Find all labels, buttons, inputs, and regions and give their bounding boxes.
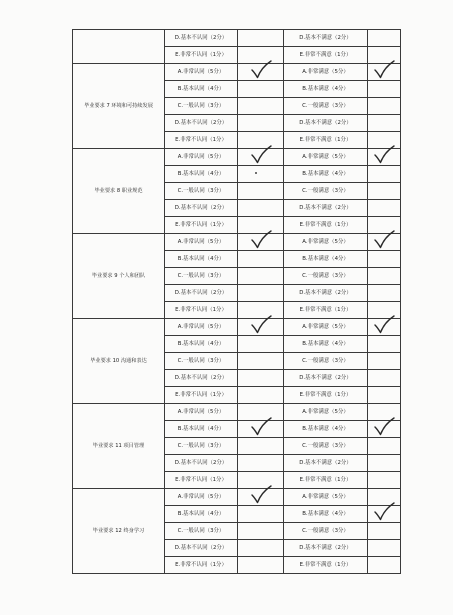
requirement-label: 毕业要求 10 沟通和表达 [73,319,165,404]
recognition-option: A.非常认同（5分） [165,149,238,166]
recognition-option: D.基本不认同（2分） [165,200,238,217]
recognition-option: A.非常认同（5分） [165,64,238,81]
evaluation-table-body [73,30,401,574]
recognition-check-cell[interactable] [238,30,284,47]
check-icon [250,316,272,334]
satisfaction-check-cell[interactable] [368,353,401,370]
recognition-check-cell[interactable] [238,438,284,455]
recognition-option: B.基本认同（4分） [165,251,238,268]
satisfaction-option: A.非常满意（5分） [284,149,368,166]
recognition-check-cell[interactable] [238,115,284,132]
recognition-check-cell[interactable] [238,540,284,557]
check-icon [250,231,272,249]
recognition-option: D.基本不认同（2分） [165,540,238,557]
recognition-option: C.一般认同（3分） [165,353,238,370]
recognition-option: C.一般认同（3分） [165,183,238,200]
satisfaction-check-cell[interactable] [368,370,401,387]
satisfaction-check-cell[interactable] [368,251,401,268]
recognition-option: D.基本不认同（2分） [165,370,238,387]
satisfaction-option: A.非常满意（5分） [284,64,368,81]
recognition-option: E.非常不认同（1分） [165,387,238,404]
satisfaction-check-cell[interactable] [368,438,401,455]
satisfaction-check-cell[interactable] [368,319,401,336]
check-icon [373,418,395,436]
recognition-option: E.非常不认同（1分） [165,217,238,234]
satisfaction-check-cell[interactable] [368,421,401,438]
satisfaction-check-cell[interactable] [368,98,401,115]
satisfaction-check-cell[interactable] [368,200,401,217]
recognition-option: E.非常不认同（1分） [165,47,238,64]
recognition-option: B.基本认同（4分） [165,81,238,98]
recognition-check-cell[interactable] [238,234,284,251]
recognition-option: D.基本不认同（2分） [165,285,238,302]
check-icon [373,316,395,334]
table-row [73,489,401,506]
requirement-label: 毕业要求 12 终身学习 [73,489,165,574]
recognition-option: D.基本不认同（2分） [165,30,238,47]
satisfaction-option: E.非常不满意（1分） [284,132,368,149]
satisfaction-check-cell[interactable] [368,455,401,472]
recognition-check-cell[interactable] [238,387,284,404]
recognition-check-cell[interactable] [238,506,284,523]
satisfaction-check-cell[interactable] [368,115,401,132]
recognition-option: E.非常不认同（1分） [165,302,238,319]
satisfaction-check-cell[interactable] [368,30,401,47]
satisfaction-option: A.非常满意（5分） [284,234,368,251]
recognition-option: D.基本不认同（2分） [165,115,238,132]
recognition-option: E.非常不认同（1分） [165,472,238,489]
satisfaction-check-cell[interactable] [368,183,401,200]
satisfaction-option: B.基本满意（4分） [284,251,368,268]
satisfaction-option: D.基本不满意（2分） [284,455,368,472]
ink-speck [255,172,257,174]
recognition-option: B.基本认同（4分） [165,166,238,183]
table-row [73,234,401,251]
recognition-check-cell[interactable] [238,421,284,438]
recognition-option: A.非常认同（5分） [165,234,238,251]
check-icon [250,486,272,504]
recognition-check-cell[interactable] [238,81,284,98]
recognition-check-cell[interactable] [238,370,284,387]
recognition-check-cell[interactable] [238,149,284,166]
satisfaction-check-cell[interactable] [368,387,401,404]
table-row [73,30,401,47]
recognition-check-cell[interactable] [238,285,284,302]
recognition-option: E.非常不认同（1分） [165,132,238,149]
check-icon [250,61,272,79]
evaluation-table [72,29,401,574]
recognition-check-cell[interactable] [238,183,284,200]
satisfaction-option: D.基本不满意（2分） [284,370,368,387]
satisfaction-check-cell[interactable] [368,166,401,183]
table-row [73,64,401,81]
recognition-option: B.基本认同（4分） [165,336,238,353]
satisfaction-option: B.基本满意（4分） [284,336,368,353]
recognition-option: A.非常认同（5分） [165,319,238,336]
satisfaction-option: D.基本不满意（2分） [284,200,368,217]
recognition-check-cell[interactable] [238,98,284,115]
satisfaction-option: B.基本满意（4分） [284,506,368,523]
satisfaction-option: D.基本不满意（2分） [284,540,368,557]
check-icon [373,231,395,249]
recognition-option: C.一般认同（3分） [165,98,238,115]
recognition-check-cell[interactable] [238,166,284,183]
satisfaction-option: E.非常不满意（1分） [284,557,368,574]
satisfaction-option: C.一般满意（3分） [284,183,368,200]
satisfaction-check-cell[interactable] [368,540,401,557]
recognition-check-cell[interactable] [238,336,284,353]
satisfaction-check-cell[interactable] [368,557,401,574]
satisfaction-option: C.一般满意（3分） [284,98,368,115]
table-row [73,319,401,336]
table-row [73,149,401,166]
recognition-check-cell[interactable] [238,200,284,217]
satisfaction-option: B.基本满意（4分） [284,81,368,98]
recognition-check-cell[interactable] [238,523,284,540]
recognition-check-cell[interactable] [238,64,284,81]
satisfaction-check-cell[interactable] [368,336,401,353]
recognition-check-cell[interactable] [238,268,284,285]
satisfaction-option: C.一般满意（3分） [284,268,368,285]
satisfaction-option: D.基本不满意（2分） [284,115,368,132]
recognition-check-cell[interactable] [238,489,284,506]
satisfaction-option: C.一般满意（3分） [284,353,368,370]
requirement-label [73,30,165,64]
recognition-option: C.一般认同（3分） [165,268,238,285]
satisfaction-option: D.基本不满意（2分） [284,30,368,47]
check-icon [373,503,395,521]
recognition-option: B.基本认同（4分） [165,506,238,523]
check-icon [250,418,272,436]
satisfaction-option: D.基本不满意（2分） [284,285,368,302]
satisfaction-option: A.非常满意（5分） [284,319,368,336]
recognition-check-cell[interactable] [238,251,284,268]
satisfaction-check-cell[interactable] [368,81,401,98]
satisfaction-option: B.基本满意（4分） [284,166,368,183]
recognition-check-cell[interactable] [238,557,284,574]
satisfaction-check-cell[interactable] [368,268,401,285]
satisfaction-option: E.非常不满意（1分） [284,47,368,64]
satisfaction-check-cell[interactable] [368,64,401,81]
recognition-check-cell[interactable] [238,455,284,472]
satisfaction-option: E.非常不满意（1分） [284,387,368,404]
satisfaction-check-cell[interactable] [368,523,401,540]
satisfaction-check-cell[interactable] [368,472,401,489]
requirement-label: 毕业要求 11 项目管理 [73,404,165,489]
requirement-label: 毕业要求 9 个人和团队 [73,234,165,319]
recognition-option: B.基本认同（4分） [165,421,238,438]
recognition-option: C.一般认同（3分） [165,438,238,455]
satisfaction-check-cell[interactable] [368,506,401,523]
satisfaction-check-cell[interactable] [368,234,401,251]
recognition-check-cell[interactable] [238,319,284,336]
check-icon [373,146,395,164]
recognition-option: C.一般认同（3分） [165,523,238,540]
satisfaction-option: E.非常不满意（1分） [284,472,368,489]
recognition-option: A.非常认同（5分） [165,404,238,421]
satisfaction-option: A.非常满意（5分） [284,489,368,506]
check-icon [373,61,395,79]
check-icon [250,146,272,164]
satisfaction-option: B.基本满意（4分） [284,421,368,438]
requirement-label: 毕业要求 8 职业规范 [73,149,165,234]
requirement-label: 毕业要求 7 环境和可持续发展 [73,64,165,149]
recognition-option: A.非常认同（5分） [165,489,238,506]
satisfaction-option: E.非常不满意（1分） [284,217,368,234]
satisfaction-option: A.非常满意（5分） [284,404,368,421]
satisfaction-option: E.非常不满意（1分） [284,302,368,319]
satisfaction-check-cell[interactable] [368,285,401,302]
recognition-option: E.非常不认同（1分） [165,557,238,574]
satisfaction-check-cell[interactable] [368,149,401,166]
satisfaction-option: C.一般满意（3分） [284,523,368,540]
recognition-check-cell[interactable] [238,353,284,370]
table-row [73,404,401,421]
satisfaction-option: C.一般满意（3分） [284,438,368,455]
recognition-option: D.基本不认同（2分） [165,455,238,472]
